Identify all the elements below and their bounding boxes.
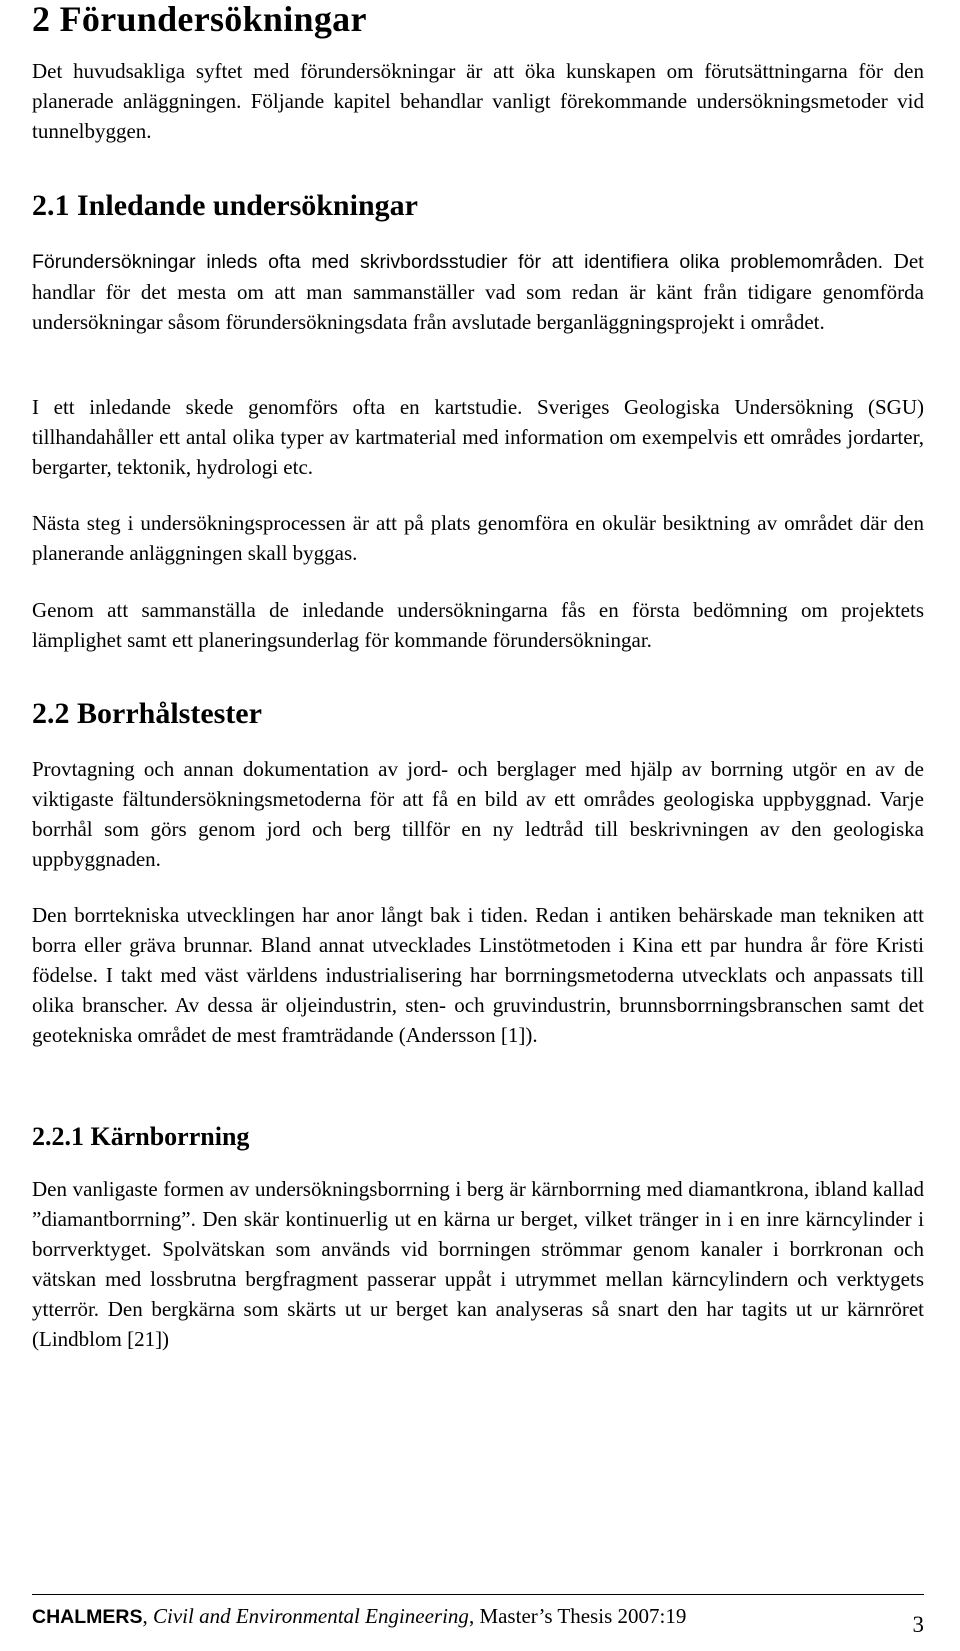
paragraph-lead-text: Förundersökningar inleds ofta med skrivbordsstudier för att identifiera olika problemområden. [32,251,884,273]
footer-brand: CHALMERS [32,1606,143,1628]
paragraph-map-study: I ett inledande skede genomförs ofta en kartstudie. Sveriges Geologiska Undersökning (SGU) tillhandahåller ett antal olika typer av kartmaterial med information om exempelvis ett områdes jordarter, bergarter, tektonik, hydrologi etc. [32,395,924,479]
section-intro-paragraph: Det huvudsakliga syftet med förundersökningar är att öka kunskapen om förutsättningarna för den planerade anläggningen. Följande kapitel behandlar vanligt förekommande undersökningsmetoder vid tunnelbyggen. [32,59,924,143]
page-footer [32,1604,924,1637]
paragraph-drilling-history: Den borrtekniska utvecklingen har anor långt bak i tiden. Redan i antiken behärskade man tekniken att borra eller gräva brunnar. Bland annat utvecklades Linstötmetoden i Kina ett par hundra år före Kristi födelse. I takt med väst världens industrialisering har borrningsmetoderna utvecklats och anpassats till olika branscher. Av dessa är oljeindustrin, sten- och gruvindustrin, brunnsborrningsbranschen samt det geotekniska området de mest framträdande (Andersson [1]). [32,903,924,1047]
paragraph-desk-studies [32,246,924,337]
page-number: 3 [912,1612,924,1637]
footer-thesis: , Master’s Thesis 2007:19 [468,1604,687,1628]
subsection-heading-2-1: 2.1 Inledande undersökningar [32,189,418,222]
paragraph-rest-text: Det handlar för det mesta om att man sammanställer vad som redan är känt från tidigare genomförda undersökningar såsom förundersökningsdata från avslutade berganläggningsprojekt i området. [32,249,924,334]
subsubsection-heading-2-2-1: 2.2.1 Kärnborrning [32,1122,250,1151]
paragraph-core-drilling: Den vanligaste formen av undersökningsborrning i berg är kärnborrning med diamantkrona, ibland kallad ”diamantborrning”. Den skär kontinuerlig ut en kärna ur berget, vilket tränger in i en inre kärncylinder i borrverktyget. Spolvätskan som används vid borrningen strömmar genom kanaler i borrkronan och vätskan med lossbrutna bergfragment passerar uppåt i utrymmet mellan kärncylindern och verktygets ytterrör. Den bergkärna som skärts ut ur berget kan analyseras så snart den har tagits ut ur kärnröret (Lindblom [21]) [32,1177,924,1351]
footer-department: Civil and Environmental Engineering [153,1604,469,1628]
footer-divider [32,1594,924,1595]
subsection-heading-2-2: 2.2 Borrhålstester [32,697,262,730]
paragraph-assessment: Genom att sammanställa de inledande undersökningarna fås en första bedömning om projektets lämplighet samt ett planeringsunderlag för kommande förundersökningar. [32,598,924,652]
section-heading: 2 Förundersökningar [32,0,367,39]
paragraph-site-inspection: Nästa steg i undersökningsprocessen är att på plats genomföra en okulär besiktning av området där den planerande anläggningen skall byggas. [32,511,924,565]
footer-separator: , [142,1604,153,1628]
paragraph-drilling-sampling: Provtagning och annan dokumentation av jord- och berglager med hjälp av borrning utgör en av de viktigaste fältundersökningsmetoderna för att få en bild av ett områdes geologiska uppbyggnad. Varje borrhål som görs genom jord och berg tillför en ny ledtråd till beskrivningen av den geologiska uppbyggnaden. [32,757,924,871]
